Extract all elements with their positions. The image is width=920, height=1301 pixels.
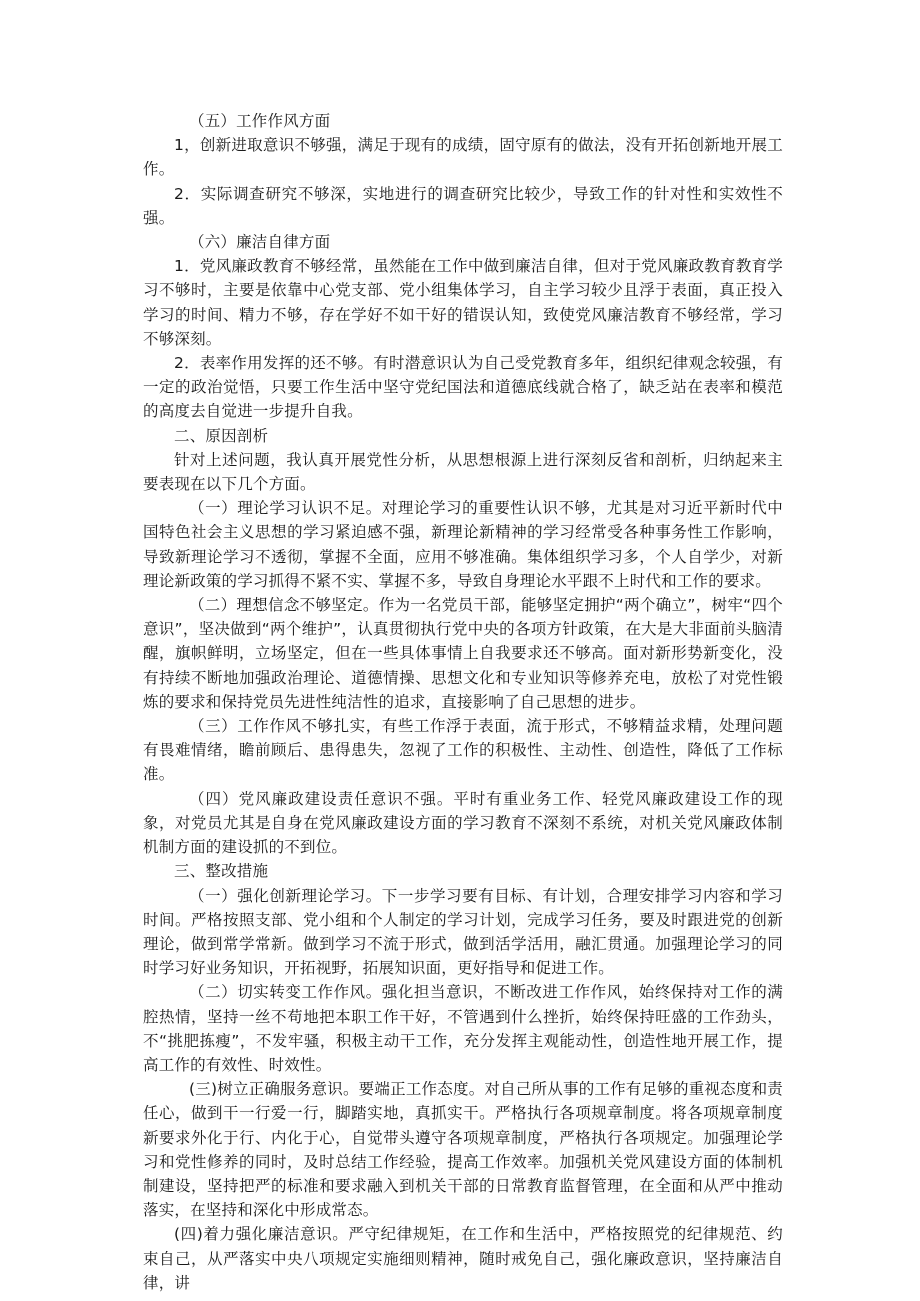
paragraph-work-style-2: 2．实际调查研究不够深，实地进行的调查研究比较少，导致工作的针对性和实效性不强。 (143, 184, 783, 227)
section-heading-integrity: （六）廉洁自律方面 (189, 233, 331, 252)
document-body (143, 109, 783, 1295)
paragraph-integrity-2: 2．表率作用发挥的还不够。有时潜意识认为自己受党教育多年，组织纪律观念较强，有一定的政治觉悟，只要工作生活中坚守党纪国法和道德底线就合格了，缺乏站在表率和模范的高度去自觉进一步提升自我。 (143, 354, 783, 421)
paragraph-cause-2: （二）理想信念不够坚定。作为一名党员干部，能够坚定拥护“两个确立”，树牢“四个意识”，坚决做到“两个维护”，认真贯彻执行党中央的各项方针政策，在大是大非面前头脑清醒，旗帜鲜明，立场坚定，但在一些具体事情上自我要求还不够高。面对新形势新变化，没有持续不断地加强政治理论、道德情操、思想文化和专业知识等修养充电，放松了对党性锻炼的要求和保持党员先进性纯洁性的追求，直接影响了自己思想的进步。 (143, 596, 783, 711)
paragraph-measure-4: (四)着力强化廉洁意识。严守纪律规矩，在工作和生活中，严格按照党的纪律规范、约束自己，从严落实中央八项规定实施细则精神，随时戒免自己，强化廉政意识，坚持廉洁自律，讲 (143, 1225, 783, 1292)
paragraph-cause-intro: 针对上述问题，我认真开展党性分析，从思想根源上进行深刻反省和剖析，归纳起来主要表现在以下几个方面。 (143, 450, 783, 494)
section-heading-work-style: （五）工作作风方面 (189, 112, 331, 130)
paragraph-work-style-1: 1，创新进取意识不够强，满足于现有的成绩，固守原有的做法，没有开拓创新地开展工作。 (143, 136, 783, 179)
paragraph-measure-3: (三)树立正确服务意识。要端正工作态度。对自己所从事的工作有足够的重视态度和责任心，做到干一行爱一行，脚踏实地，真抓实干。严格执行各项规章制度。将各项规章制度新要求外化于行、内化于心，自觉带头遵守各项规章制度，严格执行各项规定。加强理论学习和党性修养的同时，及时总结工作经验，提高工作效率。加强机关党风建设方面的体制机制建设，坚持把严的标准和要求融入到机关干部的日常教育监督管理，在全面和从严中推动落实，在坚持和深化中形成常态。 (143, 1080, 783, 1220)
paragraph-cause-3: （三）工作作风不够扎实，有些工作浮于表面，流于形式，不够精益求精，处理问题有畏难情绪，瞻前顾后、患得患失，忽视了工作的积极性、主动性、创造性，降低了工作标准。 (143, 717, 783, 784)
section-heading-measures: 三、整改措施 (174, 862, 269, 881)
paragraph-cause-4: （四）党风廉政建设责任意识不强。平时有重业务工作、轻党风廉政建设工作的现象，对党员尤其是自身在党风廉政建设方面的学习教育不深刻不系统，对机关党风廉政体制机制方面的建设抓的不到位。 (143, 789, 783, 857)
section-heading-cause-analysis: 二、原因剖析 (174, 426, 269, 445)
paragraph-integrity-1: 1．党风廉政教育不够经常，虽然能在工作中做到廉洁自律，但对于党风廉政教育教育学习不够时，主要是依靠中心党支部、党小组集体学习，自主学习较少且浮于表面，真正投入学习的时间、精力不够，存在学好不如干好的错误认知，致使党风廉洁教育不够经常，学习不够深刻。 (143, 257, 783, 348)
paragraph-cause-1: （一）理论学习认识不足。对理论学习的重要性认识不够，尤其是对习近平新时代中国特色社会主义思想的学习紧迫感不强，新理论新精神的学习经常受各种事务性工作影响，导致新理论学习不透彻，掌握不全面，应用不够准确。集体组织学习多，个人自学少，对新理论新政策的学习抓得不紧不实、掌握不多，导致自身理论水平跟不上时代和工作的要求。 (143, 499, 783, 590)
paragraph-measure-1: （一）强化创新理论学习。下一步学习要有目标、有计划，合理安排学习内容和学习时间。严格按照支部、党小组和个人制定的学习计划，完成学习任务，要及时跟进党的创新理论，做到常学常新。做到学习不流于形式，做到活学活用，融汇贯通。加强理论学习的同时学习好业务知识，开拓视野，拓展知识面，更好指导和促进工作。 (143, 886, 783, 978)
paragraph-measure-2: （二）切实转变工作作风。强化担当意识，不断改进工作作风，始终保持对工作的满腔热情，坚持一丝不苟地把本职工作干好，不管遇到什么挫折，始终保持旺盛的工作劲头，不“挑肥拣瘦”，不发牢骚，积极主动干工作，充分发挥主观能动性，创造性地开展工作，提高工作的有效性、时效性。 (143, 983, 783, 1074)
